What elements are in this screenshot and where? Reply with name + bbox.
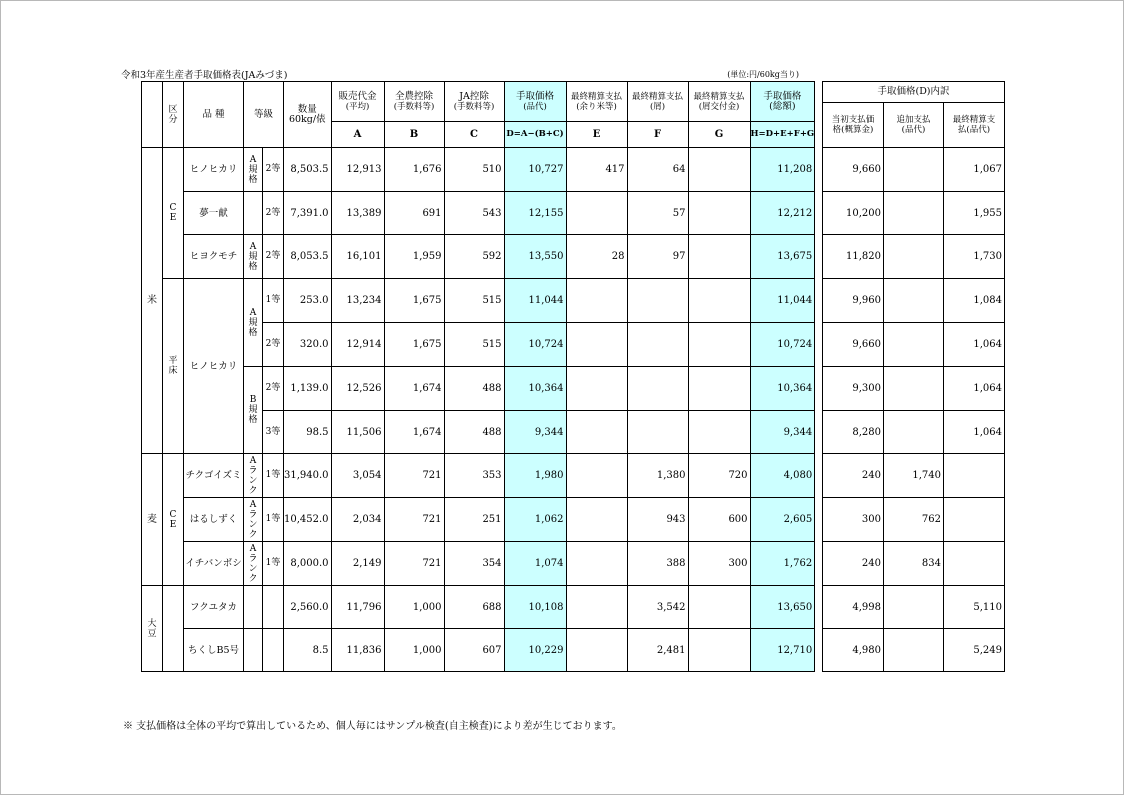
d-cell: 10,724 [504,323,566,367]
c-cell: 515 [444,323,504,367]
h-cell: 12,710 [750,629,815,672]
additional-cell [884,148,944,192]
a-cell: 2,149 [331,542,384,586]
grade-cell: 2等 [263,235,284,279]
d-cell: 10,108 [504,586,566,629]
e-cell [566,279,627,323]
h-cell: 4,080 [750,454,815,498]
header-additional: 追加支払 (品代) [884,103,944,148]
header-f: 最終精算支払 (屑) [627,82,688,122]
h-cell: 11,208 [750,148,815,192]
qty-cell: 8,503.5 [284,148,332,192]
grade-cell: 1等 [263,454,284,498]
a-cell: 11,506 [331,411,384,454]
variety-cell: ヒノヒカリ [184,279,244,454]
b-cell: 1,674 [384,411,444,454]
breakdown-row [823,235,1005,279]
grade-cell: 1等 [263,542,284,586]
variety-cell: ちくしB5号 [184,629,244,672]
d-cell: 1,980 [504,454,566,498]
category-rice: 米 [142,148,163,454]
final-cell: 1,064 [944,323,1005,367]
initial-cell: 9,660 [823,323,884,367]
variety-cell: イチバンボシ [184,542,244,586]
a-cell: 12,526 [331,367,384,411]
variety-cell: ヒヨクモチ [184,235,244,279]
price-table [141,81,815,672]
b-cell: 691 [384,192,444,235]
grade-cell: 2等 [263,148,284,192]
f-cell: 1,380 [627,454,688,498]
c-cell: 353 [444,454,504,498]
grade-cell: 3等 [263,411,284,454]
h-cell: 10,364 [750,367,815,411]
initial-cell: 4,980 [823,629,884,672]
table-row [142,498,815,542]
b-cell: 1,675 [384,279,444,323]
a-cell: 13,234 [331,279,384,323]
c-cell: 488 [444,367,504,411]
b-cell: 1,674 [384,367,444,411]
grade-cell [263,586,284,629]
d-cell: 13,550 [504,235,566,279]
additional-cell [884,323,944,367]
category-wheat: 麦 [142,454,163,586]
f-cell [627,367,688,411]
g-cell [688,235,750,279]
h-cell: 11,044 [750,279,815,323]
final-cell: 1,064 [944,367,1005,411]
h-cell: 13,650 [750,586,815,629]
breakdown-row [823,411,1005,454]
final-cell: 5,249 [944,629,1005,672]
final-cell: 5,110 [944,586,1005,629]
qty-cell: 98.5 [284,411,332,454]
d-cell: 12,155 [504,192,566,235]
letter-g: G [688,122,750,148]
d-cell: 10,364 [504,367,566,411]
b-cell: 721 [384,498,444,542]
initial-cell: 240 [823,454,884,498]
table-row [142,279,815,323]
additional-cell [884,411,944,454]
qty-cell: 8,053.5 [284,235,332,279]
final-cell [944,498,1005,542]
g-cell [688,279,750,323]
soy-subcategory-blank [163,586,184,672]
g-cell [688,323,750,367]
letter-f: F [627,122,688,148]
e-cell: 28 [566,235,627,279]
f-cell [627,279,688,323]
h-cell: 1,762 [750,542,815,586]
additional-cell [884,629,944,672]
final-cell: 1,084 [944,279,1005,323]
a-cell: 11,836 [331,629,384,672]
breakdown-row [823,498,1005,542]
grade-cell: 1等 [263,279,284,323]
header-g: 最終精算支払 (屑交付金) [688,82,750,122]
qty-cell: 253.0 [284,279,332,323]
kikaku-cell: A規格 [244,279,263,367]
breakdown-row [823,192,1005,235]
g-cell [688,148,750,192]
additional-cell [884,586,944,629]
f-cell: 3,542 [627,586,688,629]
qty-cell: 320.0 [284,323,332,367]
table-row [142,629,815,672]
c-cell: 592 [444,235,504,279]
f-cell: 97 [627,235,688,279]
variety-cell: はるしずく [184,498,244,542]
table-row [142,454,815,498]
g-cell [688,586,750,629]
letter-b: B [384,122,444,148]
f-cell: 64 [627,148,688,192]
h-cell: 12,212 [750,192,815,235]
category-soy: 大豆 [142,586,163,672]
additional-cell [884,235,944,279]
letter-d: D=A−(B+C) [504,122,566,148]
header-d: 手取価格 (品代) [504,82,566,122]
h-cell: 10,724 [750,323,815,367]
qty-cell: 2,560.0 [284,586,332,629]
grade-cell: 2等 [263,367,284,411]
final-cell: 1,064 [944,411,1005,454]
variety-cell: チクゴイズミ [184,454,244,498]
initial-cell: 8,280 [823,411,884,454]
footnote: ※ 支払価格は全体の平均で算出しているため、個人毎にはサンプル検査(自主検査)により差が生じております。 [123,721,622,732]
final-cell: 1,067 [944,148,1005,192]
g-cell: 720 [688,454,750,498]
g-cell [688,629,750,672]
additional-cell [884,279,944,323]
header-c: JA控除 (手数料等) [444,82,504,122]
letter-e: E [566,122,627,148]
kikaku-cell: A規格 [244,235,263,279]
d-cell: 10,727 [504,148,566,192]
g-cell: 300 [688,542,750,586]
b-cell: 1,676 [384,148,444,192]
b-cell: 721 [384,542,444,586]
breakdown-row [823,542,1005,586]
document-title: 令和3年産生産者手取価格表(JAみづま) [121,70,288,81]
kikaku-cell: A規格 [244,148,263,192]
c-cell: 488 [444,411,504,454]
a-cell: 12,913 [331,148,384,192]
table-row [142,586,815,629]
header-tokyu: 等級 [244,82,284,148]
b-cell: 1,675 [384,323,444,367]
c-cell: 688 [444,586,504,629]
f-cell: 57 [627,192,688,235]
grade-cell: 1等 [263,498,284,542]
e-cell [566,629,627,672]
breakdown-row [823,454,1005,498]
g-cell [688,367,750,411]
additional-cell: 1,740 [884,454,944,498]
kikaku-cell [244,629,263,672]
kikaku-cell: B規格 [244,367,263,454]
c-cell: 607 [444,629,504,672]
b-cell: 1,000 [384,629,444,672]
d-cell: 11,044 [504,279,566,323]
letter-a: A [331,122,384,148]
table-row [142,148,815,192]
initial-cell: 240 [823,542,884,586]
c-cell: 515 [444,279,504,323]
d-cell: 1,074 [504,542,566,586]
e-cell [566,411,627,454]
breakdown-table [822,81,1005,672]
table-row [142,542,815,586]
f-cell [627,411,688,454]
h-cell: 2,605 [750,498,815,542]
header-kubun: 区分 [163,82,184,148]
kikaku-cell [244,586,263,629]
subcategory-flat: 平床 [163,279,184,454]
initial-cell: 11,820 [823,235,884,279]
table-row [142,235,815,279]
d-cell: 1,062 [504,498,566,542]
variety-cell: 夢一献 [184,192,244,235]
b-cell: 1,000 [384,586,444,629]
breakdown-title: 手取価格(D)内訳 [823,82,1005,103]
c-cell: 510 [444,148,504,192]
breakdown-row [823,586,1005,629]
grade-cell [263,629,284,672]
letter-h: H=D+E+F+G [750,122,815,148]
breakdown-row [823,629,1005,672]
f-cell: 2,481 [627,629,688,672]
final-cell [944,542,1005,586]
h-cell: 9,344 [750,411,815,454]
a-cell: 12,914 [331,323,384,367]
kikaku-cell [244,192,263,235]
kikaku-cell: Aランク [244,454,263,498]
a-cell: 3,054 [331,454,384,498]
f-cell: 388 [627,542,688,586]
g-cell [688,192,750,235]
initial-cell: 4,998 [823,586,884,629]
initial-cell: 300 [823,498,884,542]
table-row [142,192,815,235]
qty-cell: 1,139.0 [284,367,332,411]
breakdown-row [823,148,1005,192]
e-cell [566,367,627,411]
header-final: 最終精算支 払(品代) [944,103,1005,148]
e-cell [566,542,627,586]
grade-cell: 2等 [263,323,284,367]
e-cell [566,586,627,629]
g-cell [688,411,750,454]
header-e: 最終精算支払 (余り米等) [566,82,627,122]
subcategory-ce: CE [163,148,184,279]
breakdown-row [823,323,1005,367]
a-cell: 16,101 [331,235,384,279]
header-suryo: 数量 60kg/俵 [284,82,332,148]
subcategory-ce-wheat: CE [163,454,184,586]
additional-cell: 762 [884,498,944,542]
variety-cell: フクユタカ [184,586,244,629]
unit-label: (単位:円/60kg当り) [727,70,799,79]
header-blank [142,82,163,148]
e-cell [566,498,627,542]
e-cell [566,192,627,235]
header-initial: 当初支払価 格(概算金) [823,103,884,148]
final-cell [944,454,1005,498]
initial-cell: 9,300 [823,367,884,411]
qty-cell: 8.5 [284,629,332,672]
f-cell: 943 [627,498,688,542]
header-b: 全農控除 (手数料等) [384,82,444,122]
a-cell: 11,796 [331,586,384,629]
qty-cell: 10,452.0 [284,498,332,542]
qty-cell: 7,391.0 [284,192,332,235]
g-cell: 600 [688,498,750,542]
header-hinshu: 品 種 [184,82,244,148]
kikaku-cell: Aランク [244,542,263,586]
e-cell: 417 [566,148,627,192]
c-cell: 543 [444,192,504,235]
additional-cell: 834 [884,542,944,586]
grade-cell: 2等 [263,192,284,235]
breakdown-row [823,367,1005,411]
b-cell: 721 [384,454,444,498]
a-cell: 2,034 [331,498,384,542]
letter-c: C [444,122,504,148]
header-a: 販売代金 (平均) [331,82,384,122]
final-cell: 1,730 [944,235,1005,279]
h-cell: 13,675 [750,235,815,279]
header-h: 手取価格 (総額) [750,82,815,122]
initial-cell: 10,200 [823,192,884,235]
b-cell: 1,959 [384,235,444,279]
a-cell: 13,389 [331,192,384,235]
d-cell: 10,229 [504,629,566,672]
breakdown-row [823,279,1005,323]
kikaku-cell: Aランク [244,498,263,542]
e-cell [566,323,627,367]
c-cell: 354 [444,542,504,586]
qty-cell: 31,940.0 [284,454,332,498]
f-cell [627,323,688,367]
d-cell: 9,344 [504,411,566,454]
initial-cell: 9,960 [823,279,884,323]
c-cell: 251 [444,498,504,542]
initial-cell: 9,660 [823,148,884,192]
variety-cell: ヒノヒカリ [184,148,244,192]
e-cell [566,454,627,498]
additional-cell [884,192,944,235]
qty-cell: 8,000.0 [284,542,332,586]
final-cell: 1,955 [944,192,1005,235]
additional-cell [884,367,944,411]
